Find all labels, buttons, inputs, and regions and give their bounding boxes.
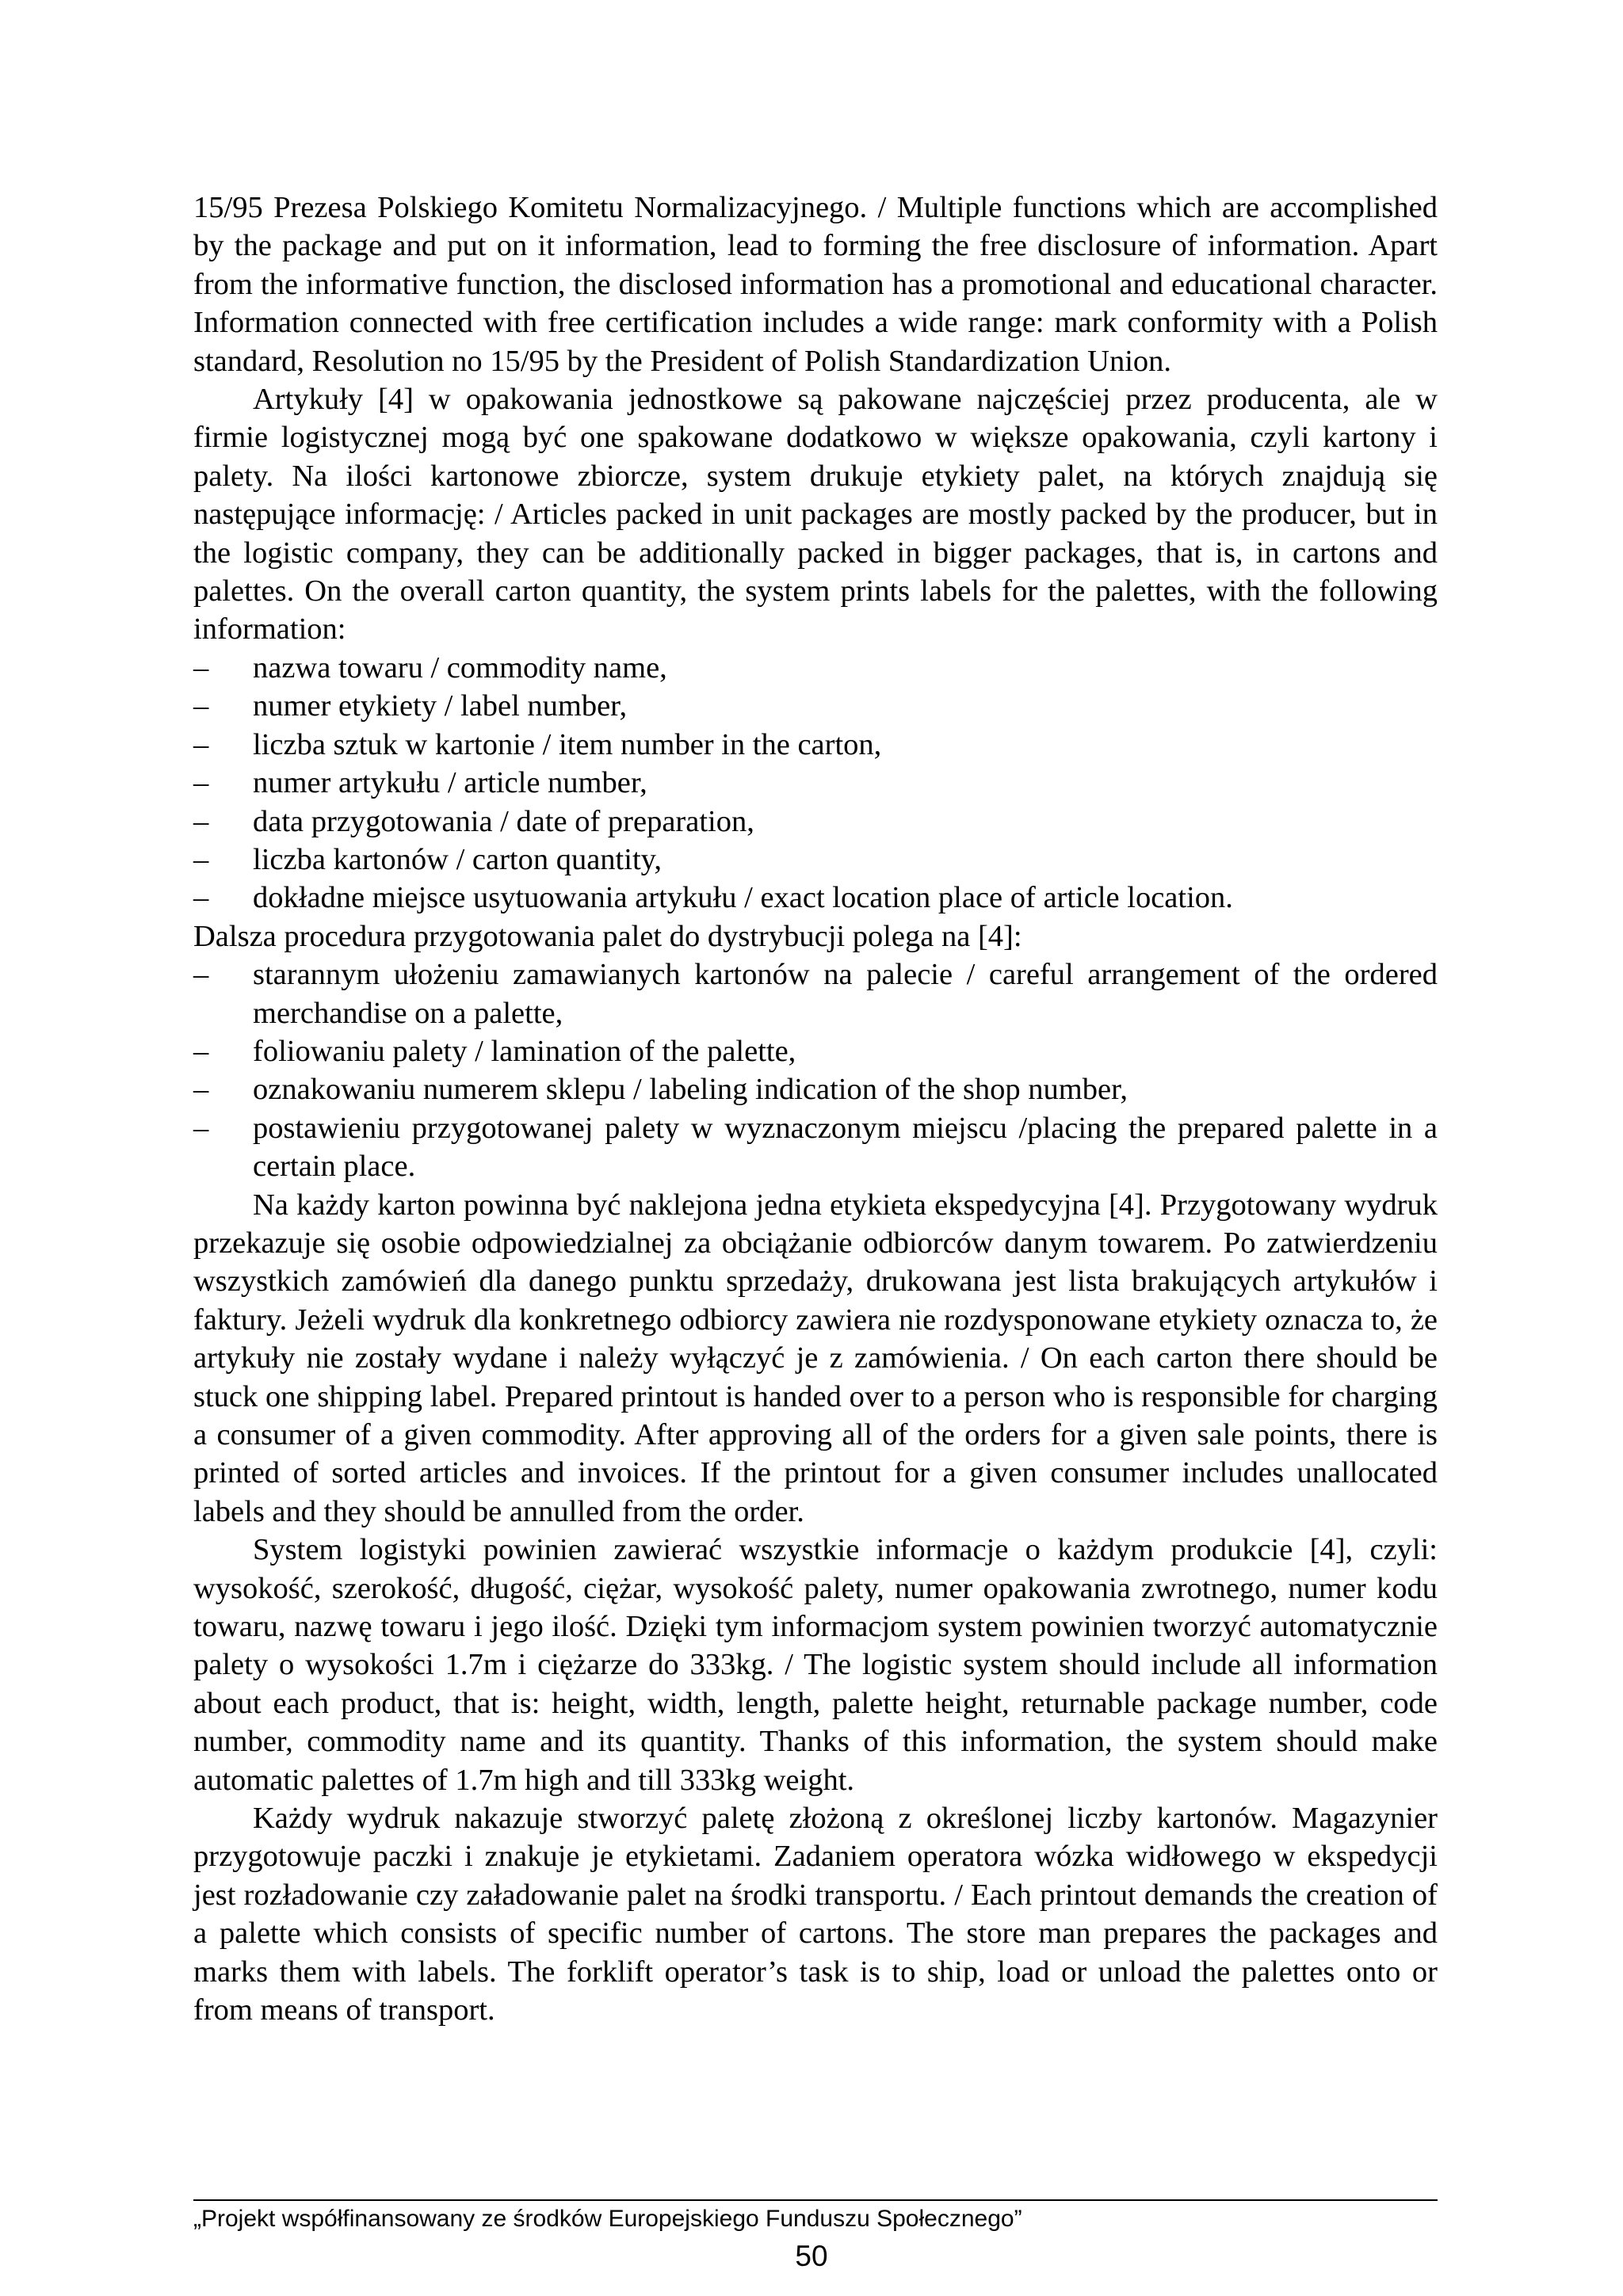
procedure-list (193, 955, 1438, 1185)
dash-bullet: – (193, 650, 209, 685)
list-item-text: liczba sztuk w kartonie / item number in the carton, (253, 727, 882, 761)
list-item (193, 1070, 1438, 1108)
dash-bullet: – (193, 881, 209, 915)
list-item (193, 841, 1438, 879)
list-item (193, 726, 1438, 764)
list-item (193, 955, 1438, 1032)
list-item (193, 649, 1438, 687)
dash-bullet: – (193, 1034, 209, 1068)
footer-divider (193, 2199, 1438, 2201)
page-number: 50 (795, 2240, 828, 2272)
document-body (193, 189, 1438, 2030)
info-list (193, 649, 1438, 917)
dash-bullet: – (193, 727, 209, 761)
list-item (193, 687, 1438, 725)
list-item-text: dokładne miejsce usytuowania artykułu / exact location place of article location. (253, 881, 1233, 915)
list-item-text: numer artykułu / article number, (253, 766, 647, 800)
list-item (193, 879, 1438, 917)
footer-note: „Projekt współfinansowany ze środków Europejskiego Funduszu Społecznego” (193, 2206, 1022, 2232)
list-item-text: numer etykiety / label number, (253, 689, 628, 723)
dash-bullet: – (193, 842, 209, 876)
paragraph: Każdy wydruk nakazuje stworzyć paletę złożoną z określonej liczby kartonów. Magazynier przygotowuje paczki i znakuje je etykietami. Zadaniem operatora wózka widłowego w ekspedycji jest rozładowanie czy załadowanie palet na środki transportu. / Each printout demands the creation of a palette which consists of specific number of cartons. The store man prepares the packages and marks them with labels. The forklift operator’s task is to ship, load or unload the palettes onto or from means of transport. (193, 1802, 1438, 2027)
list-item-text: oznakowaniu numerem sklepu / labeling indication of the shop number, (253, 1073, 1128, 1107)
list-item (193, 1109, 1438, 1186)
list-item-text: foliowaniu palety / lamination of the palette, (253, 1034, 796, 1068)
dash-bullet: – (193, 1111, 209, 1145)
paragraph: Dalsza procedura przygotowania palet do dystrybucji polega na [4]: (193, 919, 1022, 953)
list-item-text: nazwa towaru / commodity name, (253, 650, 667, 685)
dash-bullet: – (193, 958, 209, 992)
dash-bullet: – (193, 804, 209, 838)
dash-bullet: – (193, 1073, 209, 1107)
list-item (193, 1032, 1438, 1070)
list-item-text: liczba kartonów / carton quantity, (253, 842, 663, 876)
paragraph: Na każdy karton powinna być naklejona jedna etykieta ekspedycyjna [4]. Przygotowany wydruk przekazuje się osobie odpowiedzialnej za obciążanie odbiorców danym towarem. Po zatwierdzeniu wszystkich zamówień dla danego punktu sprzedaży, drukowana jest lista brakujących artykułów i faktury. Jeżeli wydruk dla konkretnego odbiorcy zawiera nie rozdysponowane etykiety oznacza to, że artykuły nie zostały wydane i należy wyłączyć je z zamówienia. / On each carton there should be stuck one shipping label. Prepared printout is handed over to a person who is responsible for charging a consumer of a given commodity. After approving all of the orders for a given sale points, there is printed of sorted articles and invoices. If the printout for a given consumer includes unallocated labels and they should be annulled from the order. (193, 1188, 1438, 1528)
list-item-text: postawieniu przygotowanej palety w wyznaczonym miejscu /placing the prepared palette in a certain place. (253, 1111, 1438, 1184)
list-item (193, 803, 1438, 841)
paragraph: Artykuły [4] w opakowania jednostkowe są pakowane najczęściej przez producenta, ale w firmie logistycznej mogą być one spakowane dodatkowo w większe opakowania, czyli kartony i palety. Na ilości kartonowe zbiorcze, system drukuje etykiety palet, na których znajdują się następujące informację: / Articles packed in unit packages are mostly packed by the producer, but in the logistic company, they can be additionally packed in bigger packages, that is, in cartons and palettes. On the overall carton quantity, the system prints labels for the palettes, with the following information: (193, 383, 1438, 646)
list-item (193, 764, 1438, 802)
paragraph: 15/95 Prezesa Polskiego Komitetu Normalizacyjnego. / Multiple functions which are accomplished by the package and put on it information, lead to forming the free disclosure of information. Apart from the informative function, the disclosed information has a promotional and educational character. Information connected with free certification includes a wide range: mark conformity with a Polish standard, Resolution no 15/95 by the President of Polish Standardization Union. (193, 191, 1438, 378)
dash-bullet: – (193, 689, 209, 723)
list-item-text: data przygotowania / date of preparation, (253, 804, 754, 838)
list-item-text: starannym ułożeniu zamawianych kartonów na palecie / careful arrangement of the ordered merchandise on a palette, (253, 958, 1438, 1030)
paragraph: System logistyki powinien zawierać wszystkie informacje o każdym produkcie [4], czyli: wysokość, szerokość, długość, ciężar, wysokość palety, numer opakowania zwrotnego, numer kodu towaru, nazwę towaru i jego ilość. Dzięki tym informacjom system powinien tworzyć automatycznie palety o wysokości 1.7m i ciężarze do 333kg. / The logistic system should include all information about each product, that is: height, width, length, palette height, returnable package number, code number, commodity name and its quantity. Thanks of this information, the system should make automatic palettes of 1.7m high and till 333kg weight. (193, 1533, 1438, 1797)
dash-bullet: – (193, 766, 209, 800)
